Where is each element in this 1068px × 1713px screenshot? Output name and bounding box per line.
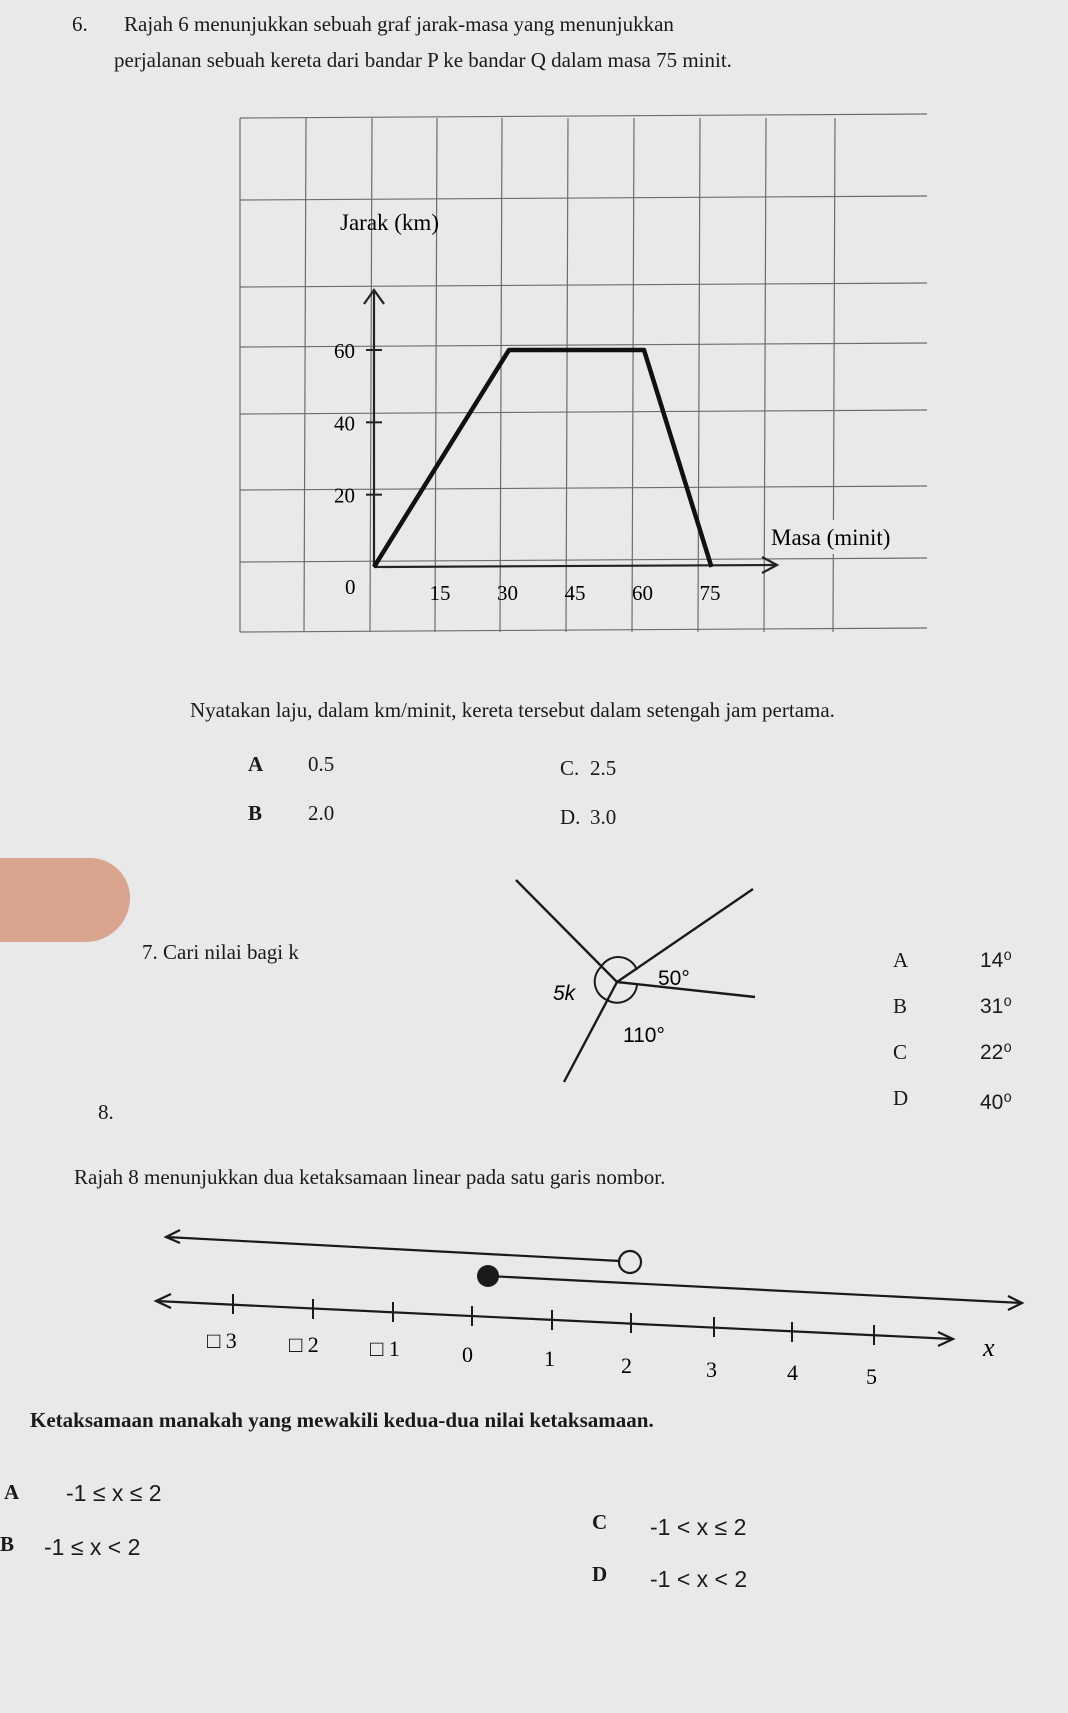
number-line-label: 2 — [621, 1353, 632, 1378]
q8-option-b-letter: B — [0, 1532, 15, 1556]
y-tick-label: 0 — [345, 575, 356, 599]
q7-option-d-value: 40⁰ — [980, 1091, 1012, 1114]
x-axis-label: Masa (minit) — [771, 525, 891, 550]
q8-number: 8. — [98, 1100, 114, 1124]
q6-option-a-value: 0.5 — [308, 752, 335, 776]
number-line-label: 3 — [706, 1357, 717, 1382]
q7-option-c-letter: C — [893, 1040, 908, 1064]
q7-prompt: 7. Cari nilai bagi k — [142, 940, 299, 964]
q6-question: Nyatakan laju, dalam km/minit, kereta tersebut dalam setengah jam pertama. — [190, 698, 835, 722]
q6-option-b-value: 2.0 — [308, 801, 335, 825]
q8-option-d-value: -1 < x < 2 — [650, 1566, 748, 1592]
y-tick-label: 40 — [334, 411, 355, 436]
q7-option-a-letter: A — [893, 948, 909, 972]
number-line — [156, 1301, 953, 1339]
q8-option-c-letter: C — [592, 1510, 608, 1534]
number-line-label: 1 — [544, 1346, 555, 1371]
inequality-line-lower — [488, 1276, 1022, 1303]
y-tick-label: 60 — [334, 339, 355, 363]
number-line-label: □ 2 — [289, 1332, 319, 1357]
x-tick-label: 75 — [699, 581, 721, 605]
q6-number: 6. — [72, 12, 88, 36]
q7-option-d-letter: D — [893, 1086, 909, 1110]
q6-option-b-letter: B — [248, 801, 263, 825]
q7-option-b-value: 31⁰ — [980, 995, 1012, 1018]
y-axis-label: Jarak (km) — [340, 210, 439, 235]
angle-label-5k: 5k — [553, 982, 576, 1005]
q6-line2: perjalanan sebuah kereta dari bandar P ke bandar Q dalam masa 75 minit. — [114, 48, 732, 72]
y-tick-label: 20 — [334, 483, 355, 508]
open-circle-at-2 — [619, 1251, 641, 1273]
q6-option-c-value: 2.5 — [590, 756, 617, 780]
axis-variable-x: x — [983, 1333, 995, 1362]
number-line-label: 4 — [787, 1360, 798, 1385]
number-line-label: 5 — [866, 1364, 877, 1389]
x-tick-label: 60 — [632, 581, 653, 605]
x-tick-label: 45 — [564, 581, 586, 605]
closed-circle-at-minus-1 — [477, 1265, 499, 1287]
inequality-line-upper — [166, 1237, 620, 1261]
q8-option-b-value: -1 ≤ x < 2 — [44, 1534, 141, 1560]
x-tick-label: 15 — [429, 581, 451, 605]
q8-intro: Rajah 8 menunjukkan dua ketaksamaan linear pada satu garis nombor. — [74, 1165, 666, 1189]
q7-option-b-letter: B — [893, 994, 908, 1018]
q6-option-d-letter: D. — [560, 805, 581, 829]
q8-option-a-value: -1 ≤ x ≤ 2 — [66, 1480, 162, 1506]
q8-option-c-value: -1 < x ≤ 2 — [650, 1514, 747, 1540]
q6-option-c-letter: C. — [560, 756, 580, 780]
q8-option-d-letter: D — [592, 1562, 608, 1586]
angle-label-50: 50° — [658, 967, 690, 990]
q8-question: Ketaksamaan manakah yang mewakili kedua-dua nilai ketaksamaan. — [30, 1408, 654, 1432]
number-line-label: □ 3 — [207, 1328, 237, 1353]
q8-option-a-letter: A — [4, 1480, 20, 1504]
number-line-label: □ 1 — [370, 1336, 400, 1361]
q6-line1: Rajah 6 menunjukkan sebuah graf jarak-masa yang menunjukkan — [124, 12, 674, 36]
q6-option-a-letter: A — [248, 752, 264, 776]
number-line-label: 0 — [462, 1342, 473, 1367]
angle-label-110: 110° — [623, 1024, 665, 1047]
q7-option-a-value: 14⁰ — [980, 949, 1012, 972]
q6-option-d-value: 3.0 — [590, 805, 617, 829]
x-tick-label: 30 — [497, 581, 518, 605]
q7-option-c-value: 22⁰ — [980, 1041, 1012, 1064]
